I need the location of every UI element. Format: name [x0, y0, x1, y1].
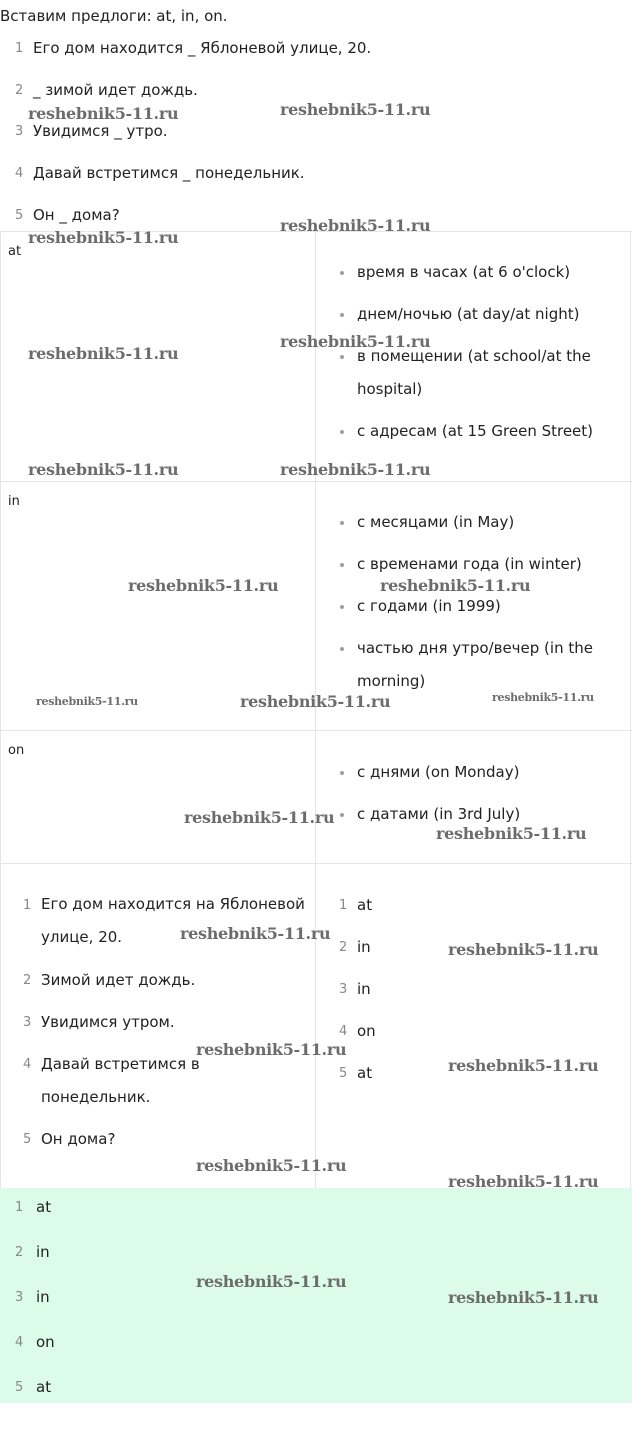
rule-item: с месяцами (in May): [357, 513, 515, 531]
final-answer-item: in: [36, 1243, 50, 1261]
watermark: reshebnik5-11.ru: [128, 576, 279, 595]
page-title: Вставим предлоги: at, in, on.: [0, 7, 228, 25]
watermark: reshebnik5-11.ru: [448, 940, 599, 959]
table-border: [0, 863, 632, 864]
watermark: reshebnik5-11.ru: [436, 824, 587, 843]
bullet-icon: [340, 521, 344, 525]
translation-item: Зимой идет дождь.: [41, 971, 196, 989]
final-answer-item: at: [36, 1198, 52, 1216]
watermark: reshebnik5-11.ru: [240, 692, 391, 711]
answer-item: in: [357, 980, 371, 998]
rule-label-in: in: [8, 494, 20, 509]
watermark: reshebnik5-11.ru: [380, 576, 531, 595]
watermark: reshebnik5-11.ru: [184, 808, 335, 827]
watermark: reshebnik5-11.ru: [448, 1172, 599, 1191]
translation-item: Увидимся утром.: [41, 1013, 175, 1031]
watermark: reshebnik5-11.ru: [196, 1156, 347, 1175]
watermark: reshebnik5-11.ru: [36, 695, 138, 708]
watermark: reshebnik5-11.ru: [28, 104, 179, 123]
answer-item: at: [357, 1064, 373, 1082]
watermark: reshebnik5-11.ru: [28, 344, 179, 363]
final-answer-item: in: [36, 1288, 50, 1306]
final-answer-item: on: [36, 1333, 55, 1351]
bullet-icon: [340, 771, 344, 775]
bullet-icon: [340, 430, 344, 434]
translation-item: Он дома?: [41, 1130, 116, 1148]
rule-item: с адресам (at 15 Green Street): [357, 422, 594, 440]
watermark: reshebnik5-11.ru: [28, 228, 179, 247]
watermark: reshebnik5-11.ru: [280, 460, 431, 479]
table-border: [0, 231, 1, 1188]
rule-item: с годами (in 1999): [357, 597, 501, 615]
translation-item: Его дом находится на Яблоневой улице, 20.: [41, 895, 305, 946]
bullet-icon: [340, 313, 344, 317]
bullet-icon: [340, 813, 344, 817]
watermark: reshebnik5-11.ru: [492, 691, 594, 704]
bullet-icon: [340, 605, 344, 609]
rule-item: частью дня утро/вечер (in the morning): [357, 639, 593, 690]
rule-label-on: on: [8, 743, 25, 758]
bullet-icon: [340, 647, 344, 651]
watermark: reshebnik5-11.ru: [448, 1288, 599, 1307]
answer-item: at: [357, 896, 373, 914]
bullet-icon: [340, 563, 344, 567]
bullet-icon: [340, 355, 344, 359]
watermark: reshebnik5-11.ru: [196, 1272, 347, 1291]
watermark: reshebnik5-11.ru: [196, 1040, 347, 1059]
rule-item: время в часах (at 6 o'clock): [357, 263, 571, 281]
final-answer-item: at: [36, 1378, 52, 1396]
rule-item: с датами (in 3rd July): [357, 805, 521, 823]
watermark: reshebnik5-11.ru: [280, 332, 431, 351]
watermark: reshebnik5-11.ru: [448, 1056, 599, 1075]
bullet-icon: [340, 271, 344, 275]
table-border: [630, 231, 631, 1188]
rule-label-at: at: [8, 244, 22, 259]
translation-item: Давай встретимся в понедельник.: [41, 1055, 200, 1106]
table-border: [0, 730, 632, 731]
watermark: reshebnik5-11.ru: [180, 924, 331, 943]
rule-item: днем/ночью (at day/at night): [357, 305, 580, 323]
watermark: reshebnik5-11.ru: [280, 216, 431, 235]
rule-item: в помещении (at school/at the hospital): [357, 347, 591, 398]
rule-item: с днями (on Monday): [357, 763, 520, 781]
watermark: reshebnik5-11.ru: [28, 460, 179, 479]
table-border: [0, 481, 632, 482]
answer-item: on: [357, 1022, 376, 1040]
answer-item: in: [357, 938, 371, 956]
rule-item: с временами года (in winter): [357, 555, 582, 573]
watermark: reshebnik5-11.ru: [280, 100, 431, 119]
